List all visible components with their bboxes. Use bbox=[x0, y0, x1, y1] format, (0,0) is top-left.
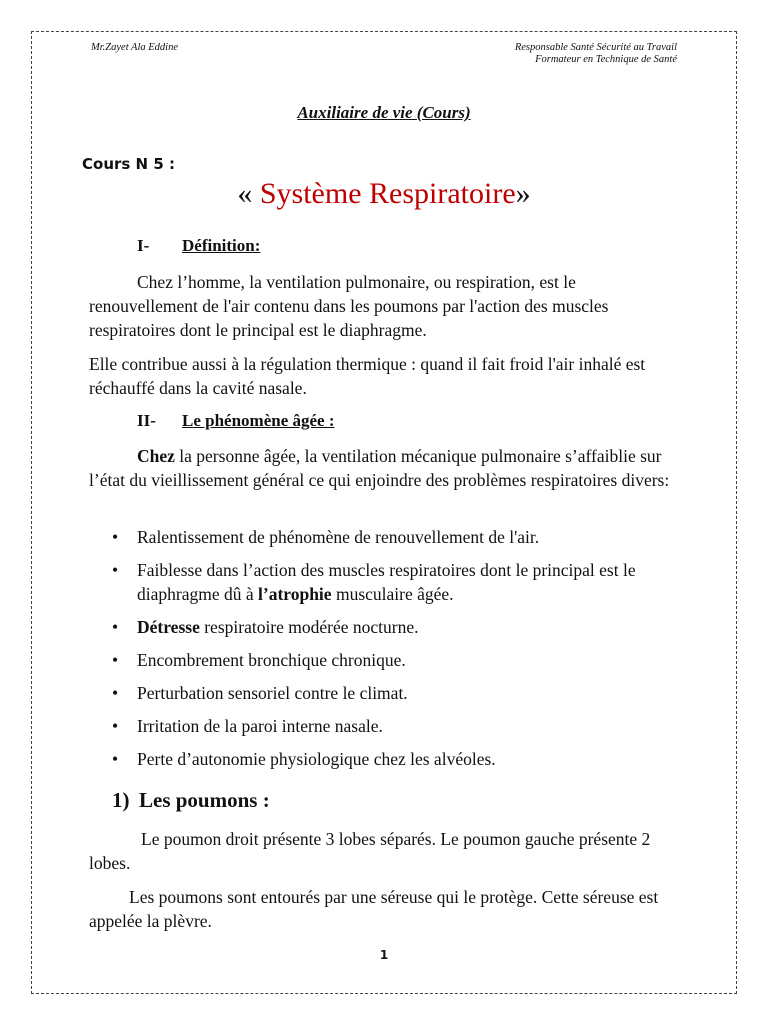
close-quote: » bbox=[515, 177, 531, 210]
section-label: Le phénomène âgée : bbox=[182, 411, 335, 430]
header-role-line2: Formateur en Technique de Santé bbox=[535, 54, 677, 65]
course-title: Auxiliaire de vie (Cours) bbox=[297, 103, 471, 122]
subsection-label: Les poumons : bbox=[139, 788, 270, 812]
list-item: • Irritation de la paroi interne nasale. bbox=[112, 716, 383, 736]
paragraph-text: Chez l’homme, la ventilation pulmonaire, ou respiration, est le renouvellement de l'air contenu dans les poumons par l'action des muscles respiratoires dont le principal est le diaphragme. bbox=[89, 272, 609, 340]
list-item: • Ralentissement de phénomène de renouvellement de l'air. bbox=[112, 527, 540, 547]
page-number: 1 bbox=[379, 948, 389, 962]
course-number: Cours N 5 : bbox=[82, 155, 175, 173]
paragraph-definition-2: Elle contribue aussi à la régulation thermique : quand il fait froid l'air inhalé est réchauffé dans la cavité nasale. bbox=[89, 354, 646, 398]
section-heading-definition bbox=[137, 236, 260, 256]
section-number: I- bbox=[137, 236, 150, 255]
subsection-heading-poumons bbox=[112, 788, 270, 813]
bullet-icon: • bbox=[112, 650, 119, 670]
list-item: • Faiblesse dans l’action des muscles respiratoires dont le principal est le diaphragme dû à l’atrophie musculaire âgée. bbox=[112, 560, 636, 604]
section-label: Définition: bbox=[182, 236, 261, 255]
list-item: • Détresse respiratoire modérée nocturne. bbox=[112, 617, 419, 637]
header-role-line1: Responsable Santé Sécurité au Travail bbox=[514, 42, 677, 53]
paragraph-text: la personne âgée, la ventilation mécanique pulmonaire s’affaiblie sur l’état du vieillissement général ce qui enjoindre des problèmes respiratoires divers: bbox=[89, 446, 670, 490]
bullet-icon: • bbox=[112, 560, 119, 580]
section-heading-phenomene bbox=[137, 411, 335, 431]
bullet-icon: • bbox=[112, 716, 119, 736]
paragraph-definition-1 bbox=[89, 270, 689, 342]
bullet-icon: • bbox=[112, 683, 119, 703]
paragraph-text: Le poumon droit présente 3 lobes séparés. Le poumon gauche présente 2 lobes. bbox=[89, 829, 651, 873]
list-item: • Encombrement bronchique chronique. bbox=[112, 650, 406, 670]
main-title bbox=[0, 177, 768, 211]
bullet-icon: • bbox=[112, 749, 119, 769]
header-role bbox=[417, 42, 677, 66]
list-item: • Perturbation sensoriel contre le climat. bbox=[112, 683, 408, 703]
paragraph-poumons-2 bbox=[89, 885, 689, 933]
bullet-icon: • bbox=[112, 617, 119, 637]
bold-word: Chez bbox=[137, 446, 175, 466]
open-quote: « bbox=[237, 177, 260, 210]
header-author: Mr.Zayet Ala Eddine bbox=[91, 42, 179, 53]
paragraph-phenomene bbox=[89, 444, 689, 492]
bullet-list bbox=[112, 525, 692, 780]
main-title-text: Système Respiratoire bbox=[259, 177, 516, 210]
section-number: II- bbox=[137, 411, 156, 430]
paragraph-text: Les poumons sont entourés par une séreuse qui le protège. Cette séreuse est appelée la plèvre. bbox=[89, 887, 659, 931]
paragraph-poumons-1 bbox=[89, 827, 689, 875]
list-item: • Perte d’autonomie physiologique chez les alvéoles. bbox=[112, 749, 496, 769]
subsection-number: 1) bbox=[112, 788, 130, 812]
bullet-icon: • bbox=[112, 527, 119, 547]
